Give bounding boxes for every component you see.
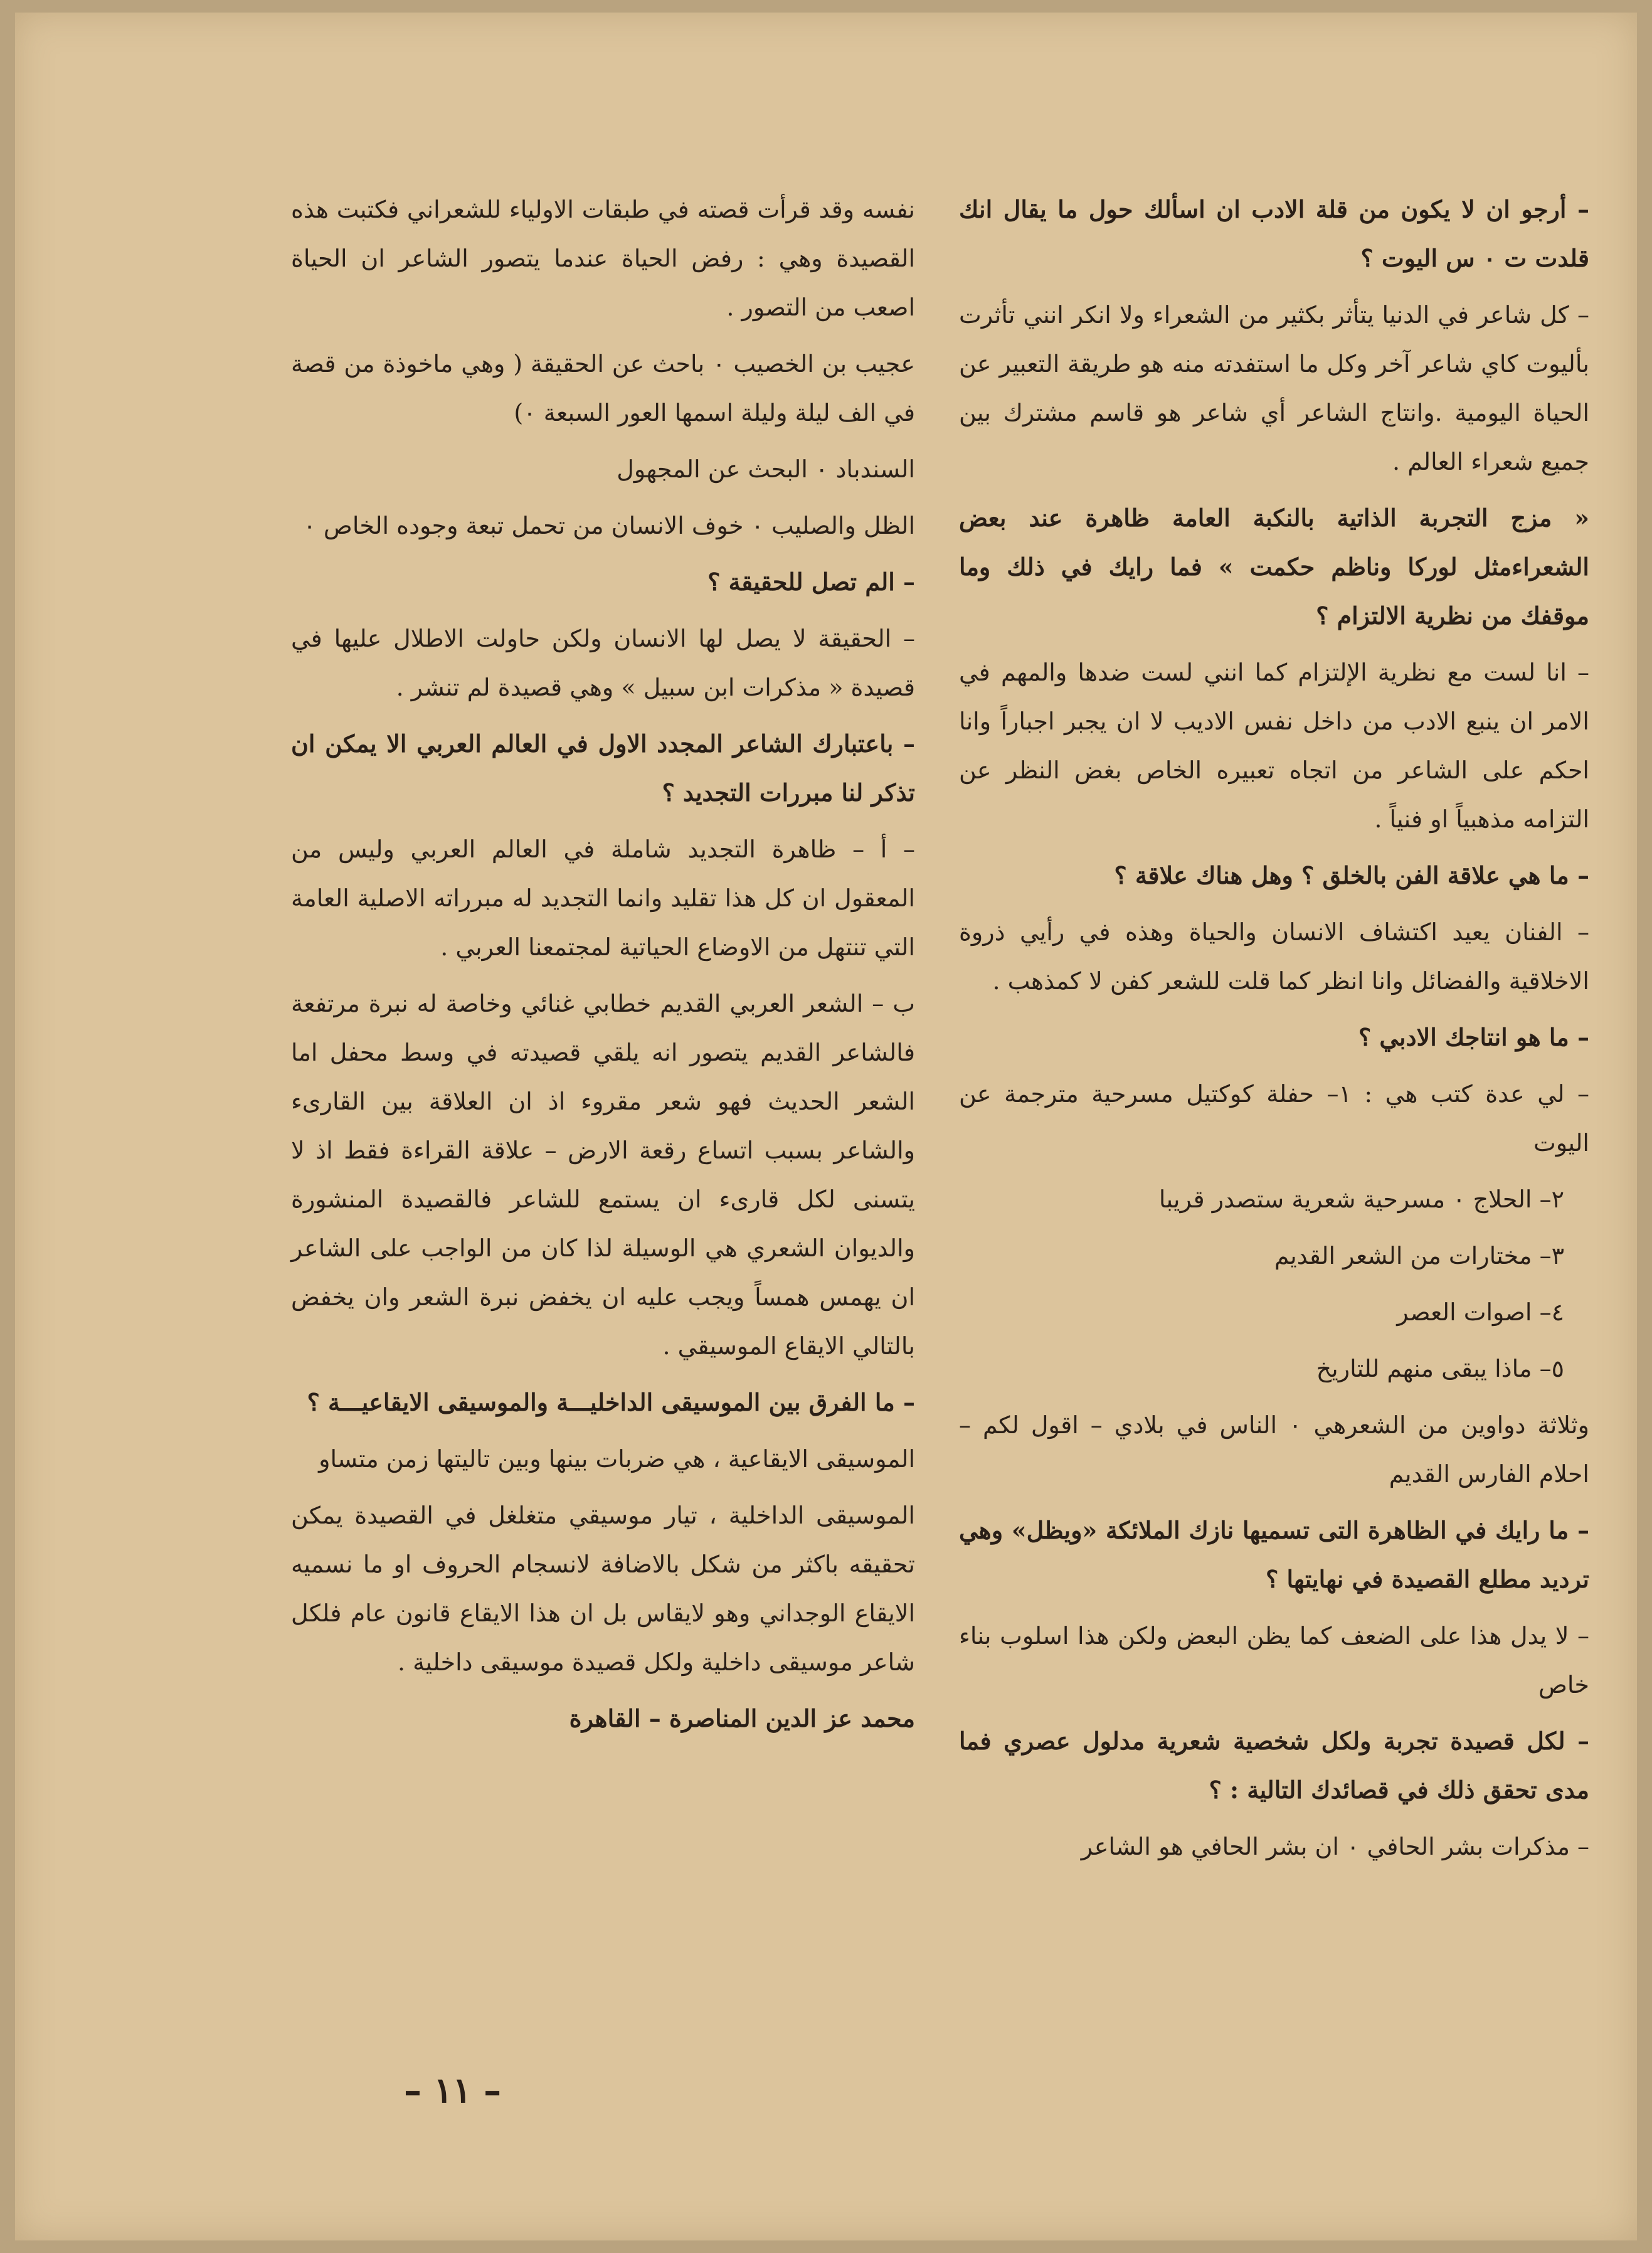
question-paragraph: « مزج التجربة الذاتية بالنكبة العامة ظاهرة عند بعض الشعراءمثل لوركا وناظم حكمت » فما رايك في ذلك وما موقفك من نظرية الالتزام ؟ (959, 504, 1589, 630)
answer-paragraph: نفسه وقد قرأت قصته في طبقات الاولياء للشعراني فكتبت هذه القصيدة وهي : رفض الحياة عندما يتصور الشاعر ان الحياة اصعب من التصور . (291, 196, 915, 321)
answer-paragraph: الظل والصليب ٠ خوف الانسان من تحمل تبعة وجوده الخاص ٠ (303, 512, 915, 539)
answer-paragraph: السندباد ٠ البحث عن المجهول (617, 455, 915, 483)
page-number: – ١١ – (404, 2070, 502, 2111)
answer-paragraph: ب – الشعر العربي القديم خطابي غنائي وخاصة له نبرة مرتفعة فالشاعر القديم يتصور انه يلقي قصيدته في وسط محفل اما الشعر الحديث فهو شعر مقروء اذ ان العلاقة بين القارىء والشاعر بسبب اتساع رقعة الارض – علاقة القراءة فقط اذ لا يتسنى لكل قارىء ان يستمع للشاعر فالقصيدة المنشورة والديوان الشعري هي الوسيلة لذا كان من الواجب على الشاعر ان يهمس همساً ويجب عليه ان يخفض نبرة الشعر وان يخفض بالتالي الايقاع الموسيقي . (291, 990, 915, 1360)
question-paragraph: – ما هي علاقة الفن بالخلق ؟ وهل هناك علاقة ؟ (1114, 861, 1589, 889)
answer-paragraph: – أ – ظاهرة التجديد شاملة في العالم العربي وليس من المعقول ان كل هذا تقليد وانما التجديد له مبرراته الاصلية العامة التي تنتهل من الاوضاع الحياتية لمجتمعنا العربي . (291, 835, 915, 961)
list-item: ٣– مختارات من الشعر القديم (1274, 1242, 1564, 1270)
answer-paragraph: – لا يدل هذا على الضعف كما يظن البعض ولكن هذا اسلوب بناء خاص (959, 1622, 1589, 1699)
list-item: ٤– اصوات العصر (1397, 1298, 1564, 1326)
question-paragraph: – أرجو ان لا يكون من قلة الادب ان اسألك حول ما يقال انك قلدت ت ٠ س اليوت ؟ (959, 195, 1589, 272)
answer-paragraph: عجيب بن الخصيب ٠ باحث عن الحقيقة ( وهي ماخوذة من قصة في الف ليلة وليلة اسمها العور السبعة ٠) (291, 350, 915, 427)
answer-paragraph: الموسيقى الداخلية ، تيار موسيقي متغلغل في القصيدة يمكن تحقيقه باكثر من شكل بالاضافة لانسجام الحروف او ما نسميه الايقاع الوجداني وهو لايقاس بل ان هذا الايقاع قانون عام فلكل شاعر موسيقى داخلية ولكل قصيدة موسيقى داخلية . (291, 1502, 916, 1676)
answer-paragraph: – انا لست مع نظرية الإلتزام كما انني لست ضدها والمهم في الامر ان ينبع الادب من داخل نفس الاديب لا ان يجبر اجباراً وانا احكم على الشاعر من اتجاه تعبيره الخاص بغض النظر عن التزامه مذهبياً او فنياً . (959, 659, 1589, 833)
question-paragraph: – الم تصل للحقيقة ؟ (707, 568, 915, 596)
question-paragraph: – باعتبارك الشاعر المجدد الاول في العالم العربي الا يمكن ان تذكر لنا مبررات التجديد ؟ (291, 729, 915, 807)
question-paragraph: – ما هو انتاجك الادبي ؟ (1358, 1023, 1589, 1051)
list-item: ٢– الحلاج ٠ مسرحية شعرية ستصدر قريبا (1158, 1185, 1564, 1213)
left-column (291, 185, 915, 1751)
question-paragraph: – ما الفرق بين الموسيقى الداخليـــة والموسيقى الايقاعيـــة ؟ (307, 1388, 915, 1416)
list-item: ٥– ماذا يبقى منهم للتاريخ (1316, 1355, 1564, 1382)
answer-paragraph: – الفنان يعيد اكتشاف الانسان والحياة وهذه في رأيي ذروة الاخلاقية والفضائل وانا انظر كما قلت للشعر كفن لا كمذهب . (959, 918, 1589, 995)
answer-paragraph: – كل شاعر في الدنيا يتأثر بكثير من الشعراء ولا انكر انني تأثرت بأليوت كاي شاعر آخر وكل ما استفدته منه هو طريقة التعبير عن الحياة اليومية .وانتاج الشاعر أي شاعر هو قاسم مشترك بين جميع شعراء العالم . (959, 301, 1589, 475)
question-paragraph: – لكل قصيدة تجربة ولكل شخصية شعرية مدلول عصري فما مدى تحقق ذلك في قصائدك التالية : ؟ (959, 1727, 1589, 1804)
right-column (959, 185, 1589, 1879)
scanned-page (15, 13, 1637, 2240)
answer-paragraph: – الحقيقة لا يصل لها الانسان ولكن حاولت الاطلال عليها في قصيدة « مذكرات ابن سبيل » وهي قصيدة لم تنشر . (291, 625, 915, 701)
author-signature: محمد عز الدين المناصرة – القاهرة (569, 1704, 915, 1732)
answer-paragraph: – لي عدة كتب هي : ١– حفلة كوكتيل مسرحية مترجمة عن اليوت (959, 1080, 1590, 1157)
answer-paragraph: الموسيقى الايقاعية ، هي ضربات بينها وبين تاليتها زمن متساو (319, 1445, 915, 1473)
answer-paragraph: وثلاثة دواوين من الشعرهي ٠ الناس في بلادي – اقول لكم – احلام الفارس القديم (959, 1411, 1589, 1488)
answer-paragraph: – مذكرات بشر الحافي ٠ ان بشر الحافي هو الشاعر (1081, 1833, 1589, 1860)
question-paragraph: – ما رايك في الظاهرة التى تسميها نازك الملائكة «ويظل» وهي ترديد مطلع القصيدة في نهايتها ؟ (959, 1516, 1589, 1593)
